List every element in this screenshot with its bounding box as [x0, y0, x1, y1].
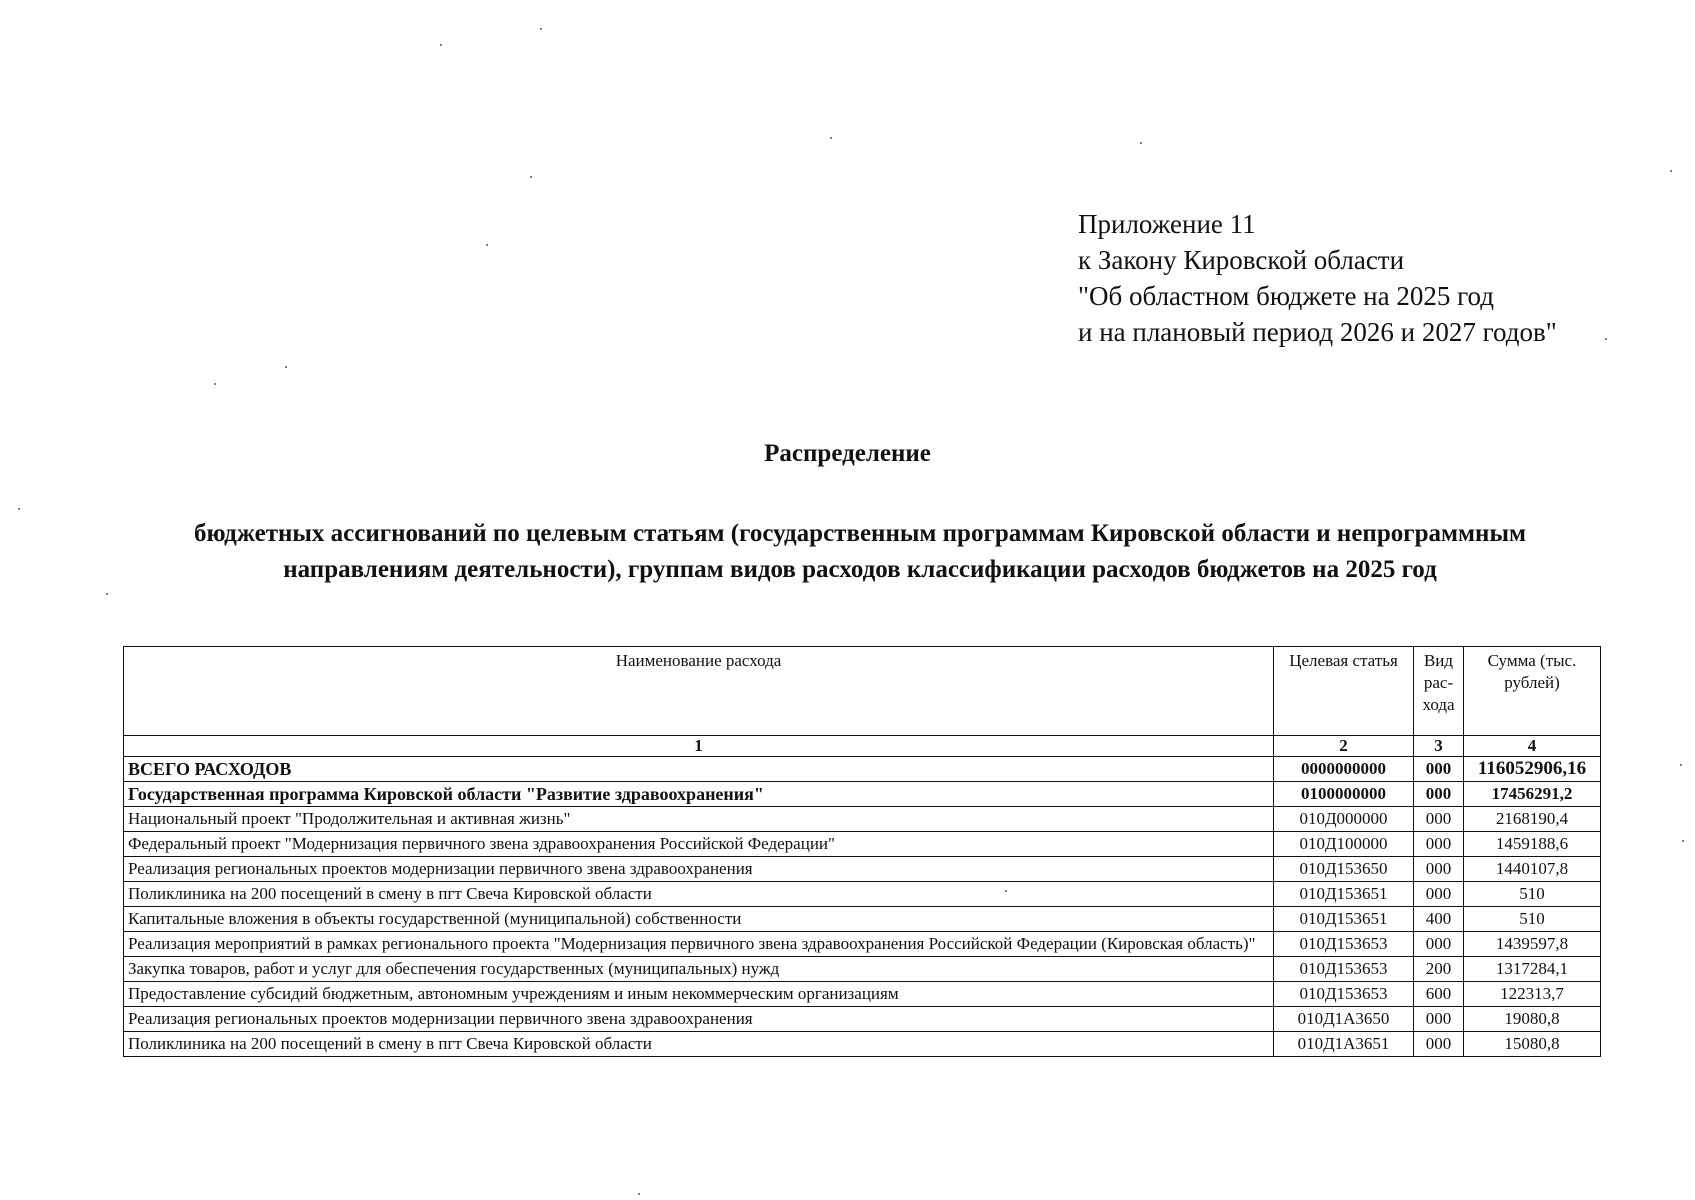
target-article-cell: 0100000000 [1274, 782, 1414, 807]
appendix-line: к Закону Кировской области [1078, 245, 1405, 275]
scan-speck [1140, 142, 1142, 144]
table-row [124, 882, 1601, 907]
amount-cell: 1440107,8 [1464, 857, 1601, 882]
scan-speck [830, 137, 832, 139]
scan-speck [1605, 338, 1607, 340]
document-title: Распределение [764, 440, 931, 467]
scan-speck [540, 28, 542, 30]
expense-name-cell: Капитальные вложения в объекты государственной (муниципальной) собственности [124, 907, 1274, 932]
expense-type-cell: 000 [1414, 932, 1464, 957]
target-article-cell: 010Д1А3651 [1274, 1032, 1414, 1057]
expense-name-cell: Реализация региональных проектов модернизации первичного звена здравоохранения [124, 857, 1274, 882]
target-article-cell: 0000000000 [1274, 757, 1414, 782]
column-number: 2 [1274, 736, 1414, 757]
table-row [124, 1007, 1601, 1032]
column-number: 3 [1414, 736, 1464, 757]
header-code: Целевая статья [1274, 647, 1414, 736]
target-article-cell: 010Д1А3650 [1274, 1007, 1414, 1032]
amount-cell: 1439597,8 [1464, 932, 1601, 957]
table-header-row [124, 647, 1601, 736]
table-row [124, 982, 1601, 1007]
expense-type-cell: 200 [1414, 957, 1464, 982]
appendix-line: Приложение 11 [1078, 209, 1256, 239]
table-row [124, 907, 1601, 932]
target-article-cell: 010Д153653 [1274, 957, 1414, 982]
column-number-row [124, 736, 1601, 757]
expense-type-cell: 000 [1414, 807, 1464, 832]
table-row [124, 1032, 1601, 1057]
scan-speck [285, 366, 287, 368]
appendix-line: и на плановый период 2026 и 2027 годов" [1078, 317, 1557, 347]
expense-name-cell: Реализация региональных проектов модернизации первичного звена здравоохранения [124, 1007, 1274, 1032]
table-row [124, 832, 1601, 857]
column-number: 1 [124, 736, 1274, 757]
scan-speck [1680, 764, 1682, 766]
amount-cell: 1317284,1 [1464, 957, 1601, 982]
header-name: Наименование расхода [124, 647, 1274, 736]
table-row [124, 782, 1601, 807]
expense-type-cell: 000 [1414, 882, 1464, 907]
expense-name-cell: Федеральный проект "Модернизация первичного звена здравоохранения Российской Федерации" [124, 832, 1274, 857]
target-article-cell: 010Д153653 [1274, 932, 1414, 957]
expense-type-cell: 600 [1414, 982, 1464, 1007]
document-subtitle [120, 516, 1600, 588]
expense-type-cell: 000 [1414, 857, 1464, 882]
appendix-block [1078, 206, 1557, 350]
amount-cell: 510 [1464, 882, 1601, 907]
table-body [124, 757, 1601, 1057]
target-article-cell: 010Д000000 [1274, 807, 1414, 832]
expense-name-cell: ВСЕГО РАСХОДОВ [124, 757, 1274, 782]
amount-cell: 1459188,6 [1464, 832, 1601, 857]
expense-name-cell: Закупка товаров, работ и услуг для обеспечения государственных (муниципальных) нужд [124, 957, 1274, 982]
scan-speck [1005, 890, 1007, 892]
table-row [124, 857, 1601, 882]
expense-type-cell: 000 [1414, 1007, 1464, 1032]
scan-speck [530, 176, 532, 178]
scan-speck [18, 508, 20, 510]
target-article-cell: 010Д153650 [1274, 857, 1414, 882]
amount-cell: 510 [1464, 907, 1601, 932]
table-row [124, 932, 1601, 957]
expense-name-cell: Поликлиника на 200 посещений в смену в пгт Свеча Кировской области [124, 882, 1274, 907]
scan-speck [638, 1193, 640, 1195]
column-number: 4 [1464, 736, 1601, 757]
scan-speck [1682, 840, 1684, 842]
scan-speck [106, 593, 108, 595]
expense-name-cell: Национальный проект "Продолжительная и активная жизнь" [124, 807, 1274, 832]
expense-type-cell: 000 [1414, 782, 1464, 807]
target-article-cell: 010Д153653 [1274, 982, 1414, 1007]
expense-type-cell: 400 [1414, 907, 1464, 932]
header-sum: Сумма (тыс. рублей) [1464, 647, 1601, 736]
expense-name-cell: Поликлиника на 200 посещений в смену в пгт Свеча Кировской области [124, 1032, 1274, 1057]
table-row [124, 807, 1601, 832]
target-article-cell: 010Д153651 [1274, 907, 1414, 932]
scan-speck [1670, 170, 1672, 172]
expense-name-cell: Реализация мероприятий в рамках регионального проекта "Модернизация первичного звена здравоохранения Российской Федерации (Кировская область)" [124, 932, 1274, 957]
amount-cell: 116052906,16 [1464, 757, 1601, 782]
target-article-cell: 010Д100000 [1274, 832, 1414, 857]
amount-cell: 15080,8 [1464, 1032, 1601, 1057]
expense-name-cell: Предоставление субсидий бюджетным, автономным учреждениям и иным некоммерческим организациям [124, 982, 1274, 1007]
target-article-cell: 010Д153651 [1274, 882, 1414, 907]
expense-type-cell: 000 [1414, 832, 1464, 857]
table-row [124, 957, 1601, 982]
expense-name-cell: Государственная программа Кировской области "Развитие здравоохранения" [124, 782, 1274, 807]
amount-cell: 19080,8 [1464, 1007, 1601, 1032]
scan-speck [440, 44, 442, 46]
amount-cell: 2168190,4 [1464, 807, 1601, 832]
expense-type-cell: 000 [1414, 757, 1464, 782]
budget-table [123, 646, 1601, 1057]
scan-speck [486, 244, 488, 246]
appendix-line: "Об областном бюджете на 2025 год [1078, 281, 1494, 311]
subtitle-line-1: бюджетных ассигнований по целевым статьям (государственным программам Кировской области и непрограммным [194, 520, 1526, 547]
header-vid: Вид рас-хода [1414, 647, 1464, 736]
amount-cell: 17456291,2 [1464, 782, 1601, 807]
amount-cell: 122313,7 [1464, 982, 1601, 1007]
subtitle-line-2: направлениям деятельности), группам видов расходов классификации расходов бюджетов на 2025 год [283, 556, 1437, 583]
expense-type-cell: 000 [1414, 1032, 1464, 1057]
scan-speck [214, 383, 216, 385]
table-row [124, 757, 1601, 782]
